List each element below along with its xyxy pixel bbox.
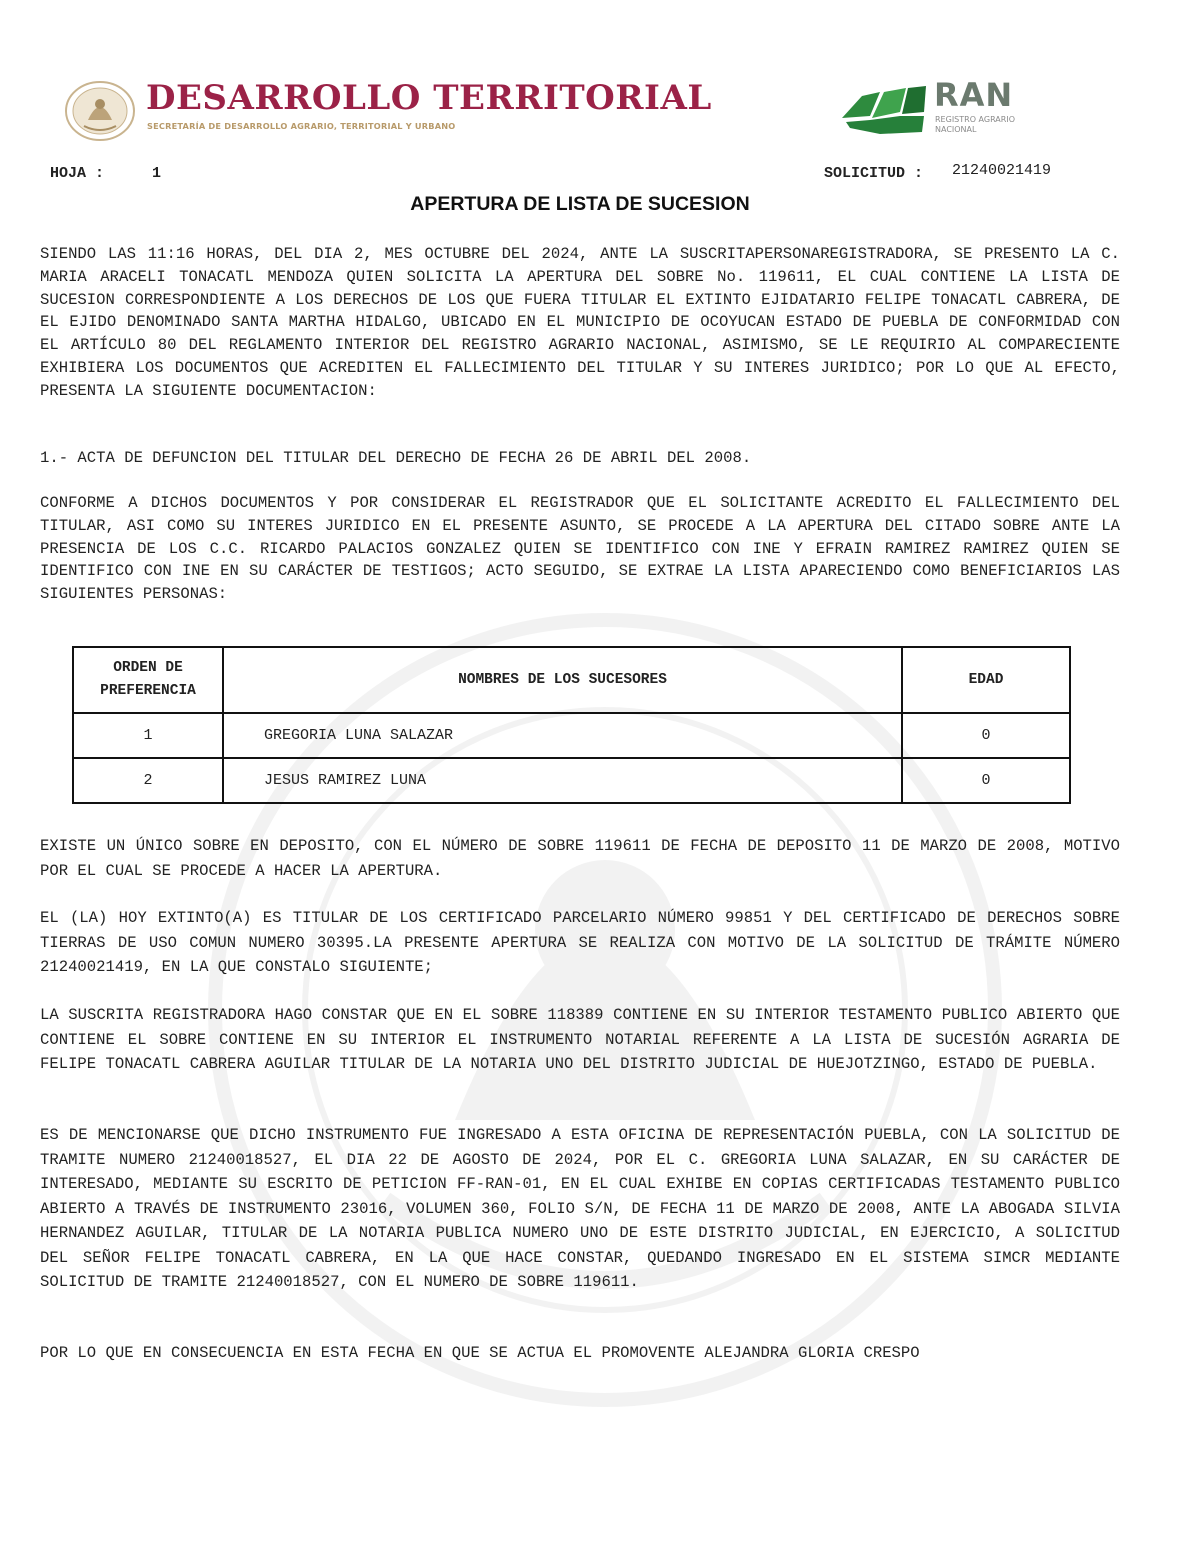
document-header: [0, 0, 1200, 150]
paragraph-deposit: EXISTE UN ÚNICO SOBRE EN DEPOSITO, CON EL NÚMERO DE SOBRE 119611 DE FECHA DE DEPOSITO 11 DE MARZO DE 2008, MOTIVO POR EL CUAL SE PROCEDE A HACER LA APERTURA.: [40, 837, 1120, 880]
column-header-order-line1: ORDEN DE: [113, 660, 183, 676]
paragraph-certificates: EL (LA) HOY EXTINTO(A) ES TITULAR DE LOS CERTIFICADO PARCELARIO NÚMERO 99851 Y DEL CERTIFICADO DE DERECHOS SOBRE TIERRAS DE USO COMUN NUMERO 30395.LA PRESENTE APERTURA SE REALIZA CON MOTIVO DE LA SOLICITUD DE TRÁMITE NÚMERO 21240021419, EN LA QUE CONSTALO SIGUIENTE;: [40, 909, 1120, 976]
table-row: [73, 758, 1070, 803]
paragraph-consequence: POR LO QUE EN CONSECUENCIA EN ESTA FECHA EN QUE SE ACTUA EL PROMOVENTE ALEJANDRA GLORIA CRESPO: [40, 1344, 920, 1362]
ran-title: RAN: [934, 76, 1014, 114]
row-age: 0: [902, 758, 1070, 803]
row-order: 1: [73, 713, 223, 758]
column-header-name: NOMBRES DE LOS SUCESORES: [223, 647, 902, 713]
national-seal-icon: [64, 80, 136, 142]
ran-subtitle: [935, 115, 1045, 135]
table-row: [73, 713, 1070, 758]
solicitud-label: SOLICITUD :: [824, 165, 924, 182]
document-title: APERTURA DE LISTA DE SUCESION: [410, 193, 750, 215]
heirs-table: [72, 646, 1071, 804]
ran-logo-icon: [840, 82, 930, 136]
brand-title: DESARROLLO TERRITORIAL: [146, 78, 712, 118]
paragraph-testament: LA SUSCRITA REGISTRADORA HAGO CONSTAR QUE EN EL SOBRE 118389 CONTIENE EN SU INTERIOR TESTAMENTO PUBLICO ABIERTO QUE CONTIENE EL SOBRE CONTIENE EN SU INTERIOR EL INSTRUMENTO NOTARIAL REFERENTE A LA LISTA DE SUCESIÓN AGRARIA DE FELIPE TONACATL CABRERA AGUILAR TITULAR DE LA NOTARIA UNO DEL DISTRITO JUDICIAL DE HUEJOTZINGO, ESTADO DE PUEBLA.: [40, 1006, 1120, 1073]
ran-subtitle-line1: REGISTRO AGRARIO: [935, 115, 1015, 124]
hoja-value: 1: [152, 165, 162, 182]
column-header-order: [73, 647, 223, 713]
row-age: 0: [902, 713, 1070, 758]
paragraph-witnesses: CONFORME A DICHOS DOCUMENTOS Y POR CONSIDERAR EL REGISTRADOR QUE EL SOLICITANTE ACREDITO EL FALLECIMIENTO DEL TITULAR, ASI COMO SU INTERES JURIDICO EN EL PRESENTE ASUNTO, SE PROCEDE A LA APERTURA DEL CITADO SOBRE ANTE LA PRESENCIA DE LOS C.C. RICARDO PALACIOS GONZALEZ QUIEN SE IDENTIFICO CON INE Y EFRAIN RAMIREZ RAMIREZ QUIEN SE IDENTIFICO CON INE EN SU CARÁCTER DE TESTIGOS; ACTO SEGUIDO, SE EXTRAE LA LISTA APARECIENDO COMO BENEFICIARIOS LAS SIGUIENTES PERSONAS:: [40, 494, 1120, 604]
paragraph-opening: SIENDO LAS 11:16 HORAS, DEL DIA 2, MES OCTUBRE DEL 2024, ANTE LA SUSCRITAPERSONAREGISTRADORA, SE PRESENTO LA C. MARIA ARACELI TONACATL MENDOZA QUIEN SOLICITA LA APERTURA DEL SOBRE No. 119611, EL CUAL CONTIENE LA LISTA DE SUCESION CORRESPONDIENTE A LOS DERECHOS DE LOS QUE FUERA TITULAR EL EXTINTO EJIDATARIO FELIPE TONACATL CABRERA, DE EL EJIDO DENOMINADO SANTA MARTHA HIDALGO, UBICADO EN EL MUNICIPIO DE OCOYUCAN ESTADO DE PUEBLA DE CONFORMIDAD CON EL ARTÍCULO 80 DEL REGLAMENTO INTERIOR DEL REGISTRO AGRARIO NACIONAL, ASIMISMO, SE LE REQUIRIO AL COMPARECIENTE EXHIBIERA LOS DOCUMENTOS QUE ACREDITEN EL FALLECIMIENTO DEL TITULAR Y SU INTERES JURIDICO; POR LO QUE AL EFECTO, PRESENTA LA SIGUIENTE DOCUMENTACION:: [40, 245, 1120, 400]
row-name: JESUS RAMIREZ LUNA: [223, 758, 902, 803]
column-header-age: EDAD: [902, 647, 1070, 713]
column-header-order-line2: PREFERENCIA: [100, 683, 196, 699]
table-header-row: [73, 647, 1070, 713]
ran-subtitle-line2: NACIONAL: [935, 125, 977, 134]
brand-subtitle: SECRETARÍA DE DESARROLLO AGRARIO, TERRITORIAL Y URBANO: [147, 121, 456, 131]
solicitud-value: 21240021419: [952, 162, 1052, 179]
row-name: GREGORIA LUNA SALAZAR: [223, 713, 902, 758]
row-order: 2: [73, 758, 223, 803]
paragraph-documents-list: 1.- ACTA DE DEFUNCION DEL TITULAR DEL DERECHO DE FECHA 26 DE ABRIL DEL 2008.: [40, 449, 752, 467]
hoja-label: HOJA :: [50, 165, 105, 182]
paragraph-instrument: ES DE MENCIONARSE QUE DICHO INSTRUMENTO FUE INGRESADO A ESTA OFICINA DE REPRESENTACIÓN PUEBLA, CON LA SOLICITUD DE TRAMITE NUMERO 21240018527, EL DIA 22 DE AGOSTO DE 2024, POR EL C. GREGORIA LUNA SALAZAR, EN SU CARÁCTER DE INTERESADO, MEDIANTE SU ESCRITO DE PETICION FF-RAN-01, EN EL CUAL EXHIBE EN COPIAS CERTIFICADAS TESTAMENTO PUBLICO ABIERTO A TRAVÉS DE INSTRUMENTO 23016, VOLUMEN 360, FOLIO S/N, DE FECHA 11 DE MARZO DE 2008, ANTE LA ABOGADA SILVIA HERNANDEZ AGUILAR, TITULAR DE LA NOTARIA PUBLICA NUMERO UNO DE ESTE DISTRITO JUDICIAL, EN EJERCICIO, A SOLICITUD DEL SEÑOR FELIPE TONACATL CABRERA, EN LA QUE HACE CONSTAR, QUEDANDO INGRESADO EN EL SISTEMA SIMCR MEDIANTE SOLICITUD DE TRAMITE 21240018527, CON EL NUMERO DE SOBRE 119611.: [40, 1126, 1120, 1291]
